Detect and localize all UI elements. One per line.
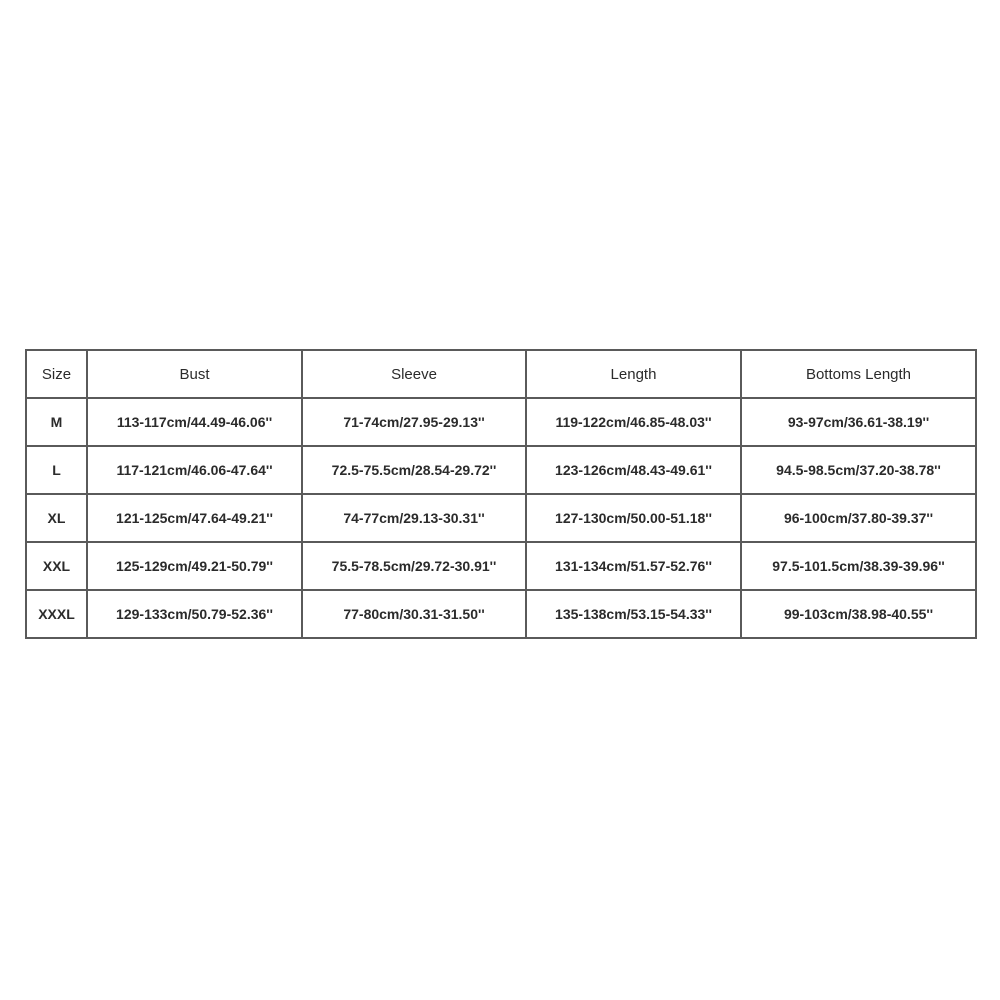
sleeve-cell: 74-77cm/29.13-30.31''	[302, 494, 526, 542]
header-bottoms-length: Bottoms Length	[741, 350, 976, 398]
size-chart-table	[25, 349, 977, 639]
length-cell: 127-130cm/50.00-51.18''	[526, 494, 741, 542]
header-bust: Bust	[87, 350, 302, 398]
size-cell: M	[26, 398, 87, 446]
size-cell: XXXL	[26, 590, 87, 638]
bottoms-length-cell: 96-100cm/37.80-39.37''	[741, 494, 976, 542]
table-row	[26, 494, 976, 542]
size-cell: XL	[26, 494, 87, 542]
header-length: Length	[526, 350, 741, 398]
header-size: Size	[26, 350, 87, 398]
bottoms-length-cell: 99-103cm/38.98-40.55''	[741, 590, 976, 638]
bottoms-length-cell: 94.5-98.5cm/37.20-38.78''	[741, 446, 976, 494]
header-row	[26, 350, 976, 398]
length-cell: 135-138cm/53.15-54.33''	[526, 590, 741, 638]
bottoms-length-cell: 97.5-101.5cm/38.39-39.96''	[741, 542, 976, 590]
bust-cell: 129-133cm/50.79-52.36''	[87, 590, 302, 638]
size-cell: L	[26, 446, 87, 494]
length-cell: 119-122cm/46.85-48.03''	[526, 398, 741, 446]
bust-cell: 121-125cm/47.64-49.21''	[87, 494, 302, 542]
table-row	[26, 542, 976, 590]
bottoms-length-cell: 93-97cm/36.61-38.19''	[741, 398, 976, 446]
sleeve-cell: 77-80cm/30.31-31.50''	[302, 590, 526, 638]
bust-cell: 117-121cm/46.06-47.64''	[87, 446, 302, 494]
table-row	[26, 446, 976, 494]
sleeve-cell: 71-74cm/27.95-29.13''	[302, 398, 526, 446]
header-sleeve: Sleeve	[302, 350, 526, 398]
size-cell: XXL	[26, 542, 87, 590]
length-cell: 131-134cm/51.57-52.76''	[526, 542, 741, 590]
table-row	[26, 590, 976, 638]
bust-cell: 125-129cm/49.21-50.79''	[87, 542, 302, 590]
sleeve-cell: 75.5-78.5cm/29.72-30.91''	[302, 542, 526, 590]
table-row	[26, 398, 976, 446]
sleeve-cell: 72.5-75.5cm/28.54-29.72''	[302, 446, 526, 494]
bust-cell: 113-117cm/44.49-46.06''	[87, 398, 302, 446]
length-cell: 123-126cm/48.43-49.61''	[526, 446, 741, 494]
